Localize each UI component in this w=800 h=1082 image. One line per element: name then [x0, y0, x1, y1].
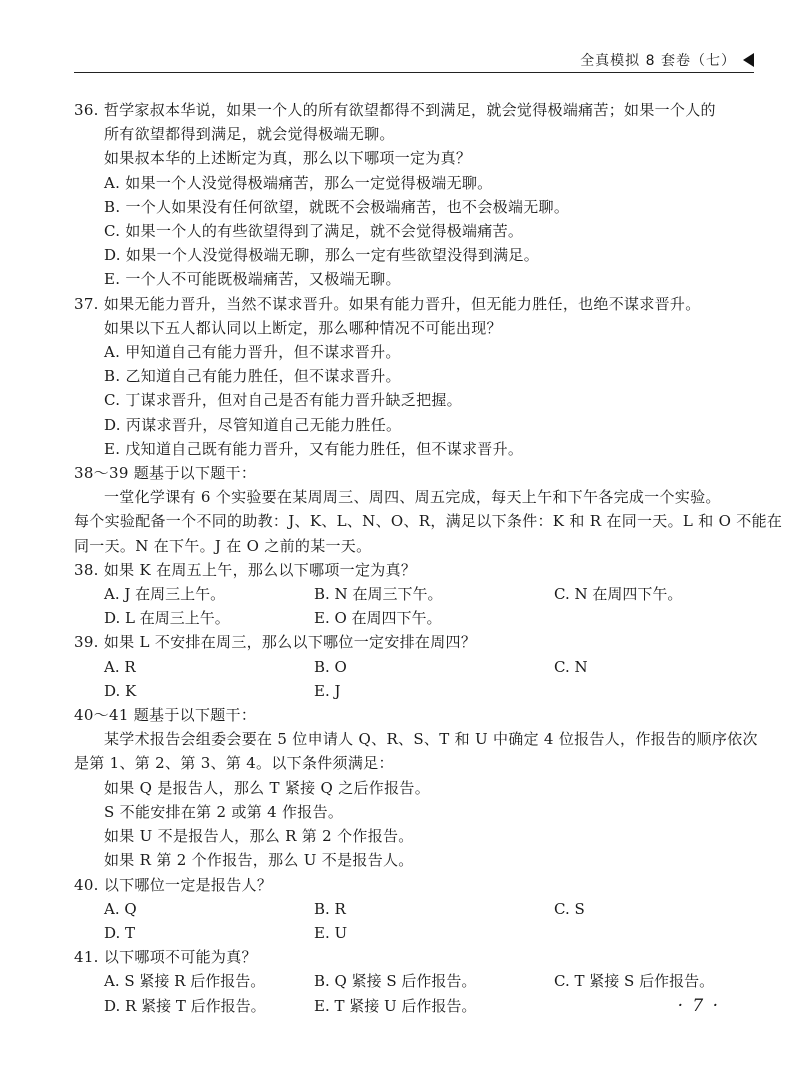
- question-ask: 如果叔本华的上述断定为真，那么以下哪项一定为真？: [104, 149, 472, 168]
- options-row: [74, 582, 734, 606]
- option-c: C. 如果一个人的有些欲望得到了满足，就不会觉得极端痛苦。: [104, 222, 524, 241]
- question-38: [74, 558, 734, 631]
- option-c: C. N: [554, 657, 588, 676]
- option-b: B. N 在周三下午。: [314, 585, 443, 604]
- option-e: E. U: [314, 923, 348, 942]
- group-passage-line: 一堂化学课有 6 个实验要在某周周三、周四、周五完成，每天上午和下午各完成一个实验。: [104, 488, 721, 507]
- question-40: [74, 873, 734, 946]
- question-stem: 41. 以下哪项不可能为真？: [74, 948, 257, 967]
- question-stem: 37. 如果无能力晋升，当然不谋求晋升。如果有能力晋升，但无能力胜任，也绝不谋求晋升。: [74, 294, 701, 313]
- options-row: [74, 679, 734, 703]
- options-row: [74, 606, 734, 630]
- option-d: D. L 在周三上午。: [104, 609, 230, 628]
- option-c: C. S: [554, 899, 585, 918]
- question-36: [74, 98, 734, 292]
- question-stem: 39. 如果 L 不安排在周三，那么以下哪位一定安排在周四？: [74, 633, 477, 652]
- option-d: D. 如果一个人没觉得极端无聊，那么一定有些欲望没得到满足。: [104, 246, 540, 265]
- question-37: [74, 292, 734, 461]
- question-41: [74, 945, 734, 1018]
- option-c: C. T 紧接 S 后作报告。: [554, 972, 715, 991]
- question-stem: 36. 哲学家叔本华说，如果一个人的所有欲望都得不到满足，就会觉得极端痛苦；如果一个人的: [74, 101, 716, 119]
- group-condition: 如果 R 第 2 个作报告，那么 U 不是报告人。: [104, 851, 414, 870]
- question-ask: 如果以下五人都认同以上断定，那么哪种情况不可能出现？: [104, 318, 502, 337]
- left-triangle-icon: [743, 53, 754, 67]
- options-row: [74, 969, 734, 993]
- option-a: A. S 紧接 R 后作报告。: [104, 972, 266, 991]
- option-a: A. J 在周三上午。: [104, 585, 226, 604]
- option-e: E. J: [314, 681, 341, 700]
- question-39: [74, 630, 734, 703]
- option-d: D. R 紧接 T 后作报告。: [104, 996, 266, 1015]
- option-b: B. 一个人如果没有任何欲望，就既不会极端痛苦，也不会极端无聊。: [104, 197, 570, 216]
- option-d: D. K: [104, 681, 137, 700]
- options-row: [74, 655, 734, 679]
- group-condition: 如果 U 不是报告人，那么 R 第 2 个作报告。: [104, 827, 414, 846]
- group-condition: 如果 Q 是报告人，那么 T 紧接 Q 之后作报告。: [104, 778, 431, 797]
- option-a: A. 甲知道自己有能力晋升，但不谋求晋升。: [104, 343, 401, 362]
- option-a: A. Q: [104, 899, 137, 918]
- option-e: E. 一个人不可能既极端痛苦，又极端无聊。: [104, 270, 401, 289]
- group-title: 40～41 题基于以下题干：: [74, 706, 257, 725]
- option-d: D. T: [104, 923, 136, 942]
- page-number: · 7 ·: [677, 996, 720, 1016]
- option-b: B. Q 紧接 S 后作报告。: [314, 972, 477, 991]
- group-title: 38～39 题基于以下题干：: [74, 464, 257, 483]
- option-b: B. 乙知道自己有能力胜任，但不谋求晋升。: [104, 367, 401, 386]
- group-passage-line: 是第 1、第 2、第 3、第 4。以下条件须满足：: [74, 754, 394, 773]
- option-c: C. N 在周四下午。: [554, 585, 683, 604]
- option-e: E. 戊知道自己既有能力晋升，又有能力胜任，但不谋求晋升。: [104, 439, 524, 458]
- options-row: [74, 897, 734, 921]
- exam-content: [74, 98, 783, 1018]
- group-passage-line: 某学术报告会组委会要在 5 位申请人 Q、R、S、T 和 U 中确定 4 位报告人，作报告的顺序依次: [104, 730, 758, 749]
- header-title: 全真模拟 8 套卷（七）: [580, 53, 736, 69]
- option-c: C. 丁谋求晋升，但对自己是否有能力晋升缺乏把握。: [104, 391, 462, 410]
- options-row: [74, 921, 734, 945]
- option-d: D. 丙谋求晋升，尽管知道自己无能力胜任。: [104, 415, 402, 434]
- question-stem-continued: 所有欲望都得到满足，就会觉得极端无聊。: [104, 125, 395, 144]
- option-a: A. 如果一个人没觉得极端痛苦，那么一定觉得极端无聊。: [104, 173, 493, 192]
- option-e: E. T 紧接 U 后作报告。: [314, 996, 477, 1015]
- question-stem: 40. 以下哪位一定是报告人？: [74, 875, 273, 894]
- group-condition: S 不能安排在第 2 或第 4 作报告。: [104, 802, 344, 821]
- page-header: [74, 48, 754, 73]
- option-a: A. R: [104, 657, 136, 676]
- group-passage-line: 每个实验配备一个不同的助教：J、K、L、N、O、R，满足以下条件：K 和 R 在同一天。L 和 O 不能在: [74, 512, 783, 531]
- question-group-40-41: [74, 703, 758, 872]
- option-b: B. O: [314, 657, 347, 676]
- option-b: B. R: [314, 899, 346, 918]
- question-group-38-39: [74, 461, 783, 558]
- option-e: E. O 在周四下午。: [314, 609, 442, 628]
- options-row: [74, 994, 734, 1018]
- question-stem: 38. 如果 K 在周五上午，那么以下哪项一定为真？: [74, 560, 417, 579]
- group-passage-line: 同一天。N 在下午。J 在 O 之前的某一天。: [74, 536, 372, 555]
